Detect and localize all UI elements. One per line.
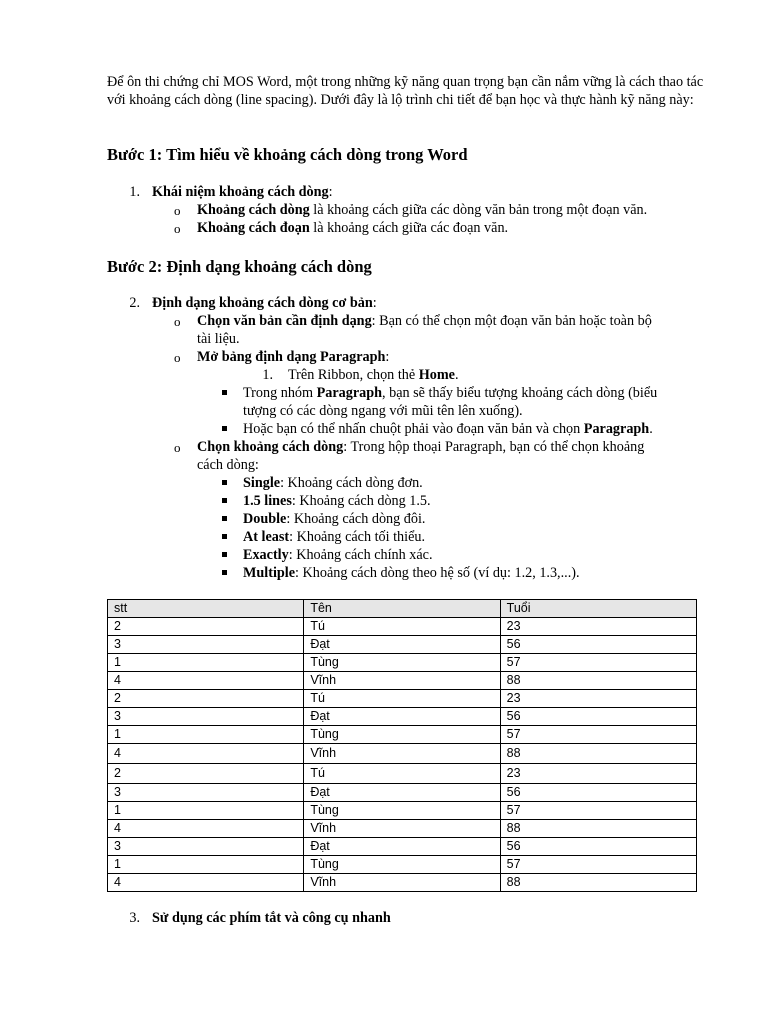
table-cell: 23 bbox=[500, 690, 696, 708]
option-double bbox=[243, 510, 425, 528]
table-cell: 3 bbox=[108, 708, 304, 726]
period: . bbox=[454, 367, 459, 383]
table-cell: 2 bbox=[108, 690, 304, 708]
step1-item-colon: : bbox=[328, 184, 333, 200]
table-cell: 4 bbox=[108, 672, 304, 690]
table-cell: Tùng bbox=[304, 654, 500, 672]
square-bullet-icon bbox=[222, 480, 227, 485]
step2-sub-select-text bbox=[197, 312, 652, 330]
step2-sub-choose-spacing bbox=[197, 438, 644, 456]
step2-sub-open-paragraph bbox=[197, 348, 389, 366]
bullet-o-icon: o bbox=[174, 350, 181, 365]
period: . bbox=[649, 421, 653, 437]
table-cell: Tú bbox=[304, 618, 500, 636]
table-cell: 1 bbox=[108, 856, 304, 874]
bullet-o-icon: o bbox=[174, 221, 181, 236]
step2-item-colon: : bbox=[372, 295, 377, 311]
data-table bbox=[107, 599, 697, 892]
table-cell: Tùng bbox=[304, 856, 500, 874]
table-cell: Tú bbox=[304, 690, 500, 708]
table-cell: Vĩnh bbox=[304, 820, 500, 838]
option-name: 1.5 lines bbox=[243, 493, 292, 509]
table-cell: 57 bbox=[500, 856, 696, 874]
paragraph-group-line bbox=[243, 384, 657, 402]
step2-item-number: 2. bbox=[129, 295, 140, 311]
step3-item-number: 3. bbox=[129, 910, 140, 926]
table-row bbox=[108, 618, 697, 636]
table-cell: 2 bbox=[108, 618, 304, 636]
table-row bbox=[108, 690, 697, 708]
table-cell: 88 bbox=[500, 672, 696, 690]
step2-item-title: Định dạng khoảng cách dòng cơ bản bbox=[152, 295, 373, 311]
table-cell: 23 bbox=[500, 764, 696, 784]
term-select-text: Chọn văn bản cần định dạng bbox=[197, 313, 372, 329]
sub-item-number: 1. bbox=[262, 367, 273, 383]
table-cell: 88 bbox=[500, 820, 696, 838]
table-row bbox=[108, 764, 697, 784]
option-name: Double bbox=[243, 511, 287, 527]
table-cell: 57 bbox=[500, 802, 696, 820]
table-cell: 23 bbox=[500, 618, 696, 636]
table-row bbox=[108, 874, 697, 892]
option-desc: : Khoảng cách chính xác. bbox=[288, 547, 433, 563]
option-multiple bbox=[243, 564, 580, 582]
option-desc: : Khoảng cách dòng 1.5. bbox=[291, 493, 431, 509]
step3-item-title: Sử dụng các phím tắt và công cụ nhanh bbox=[152, 910, 391, 926]
desc-select-text: : Bạn có thể chọn một đoạn văn bản hoặc toàn bộ bbox=[371, 313, 652, 329]
table-cell: 3 bbox=[108, 838, 304, 856]
table-cell: 88 bbox=[500, 874, 696, 892]
square-bullet-icon bbox=[222, 552, 227, 557]
square-bullet-icon bbox=[222, 534, 227, 539]
step2-sub-choose-spacing-cont: cách dòng: bbox=[197, 457, 259, 473]
paragraph-menu-name: Paragraph bbox=[583, 421, 650, 437]
text: Hoặc bạn có thể nhấn chuột phải vào đoạn văn bản và chọn bbox=[243, 421, 584, 437]
step1-heading: Bước 1: Tìm hiểu về khoảng cách dòng trong Word bbox=[107, 145, 468, 164]
table-row bbox=[108, 784, 697, 802]
table-cell: Đạt bbox=[304, 636, 500, 654]
table-header-cell: Tuổi bbox=[500, 600, 696, 618]
table-cell: 1 bbox=[108, 654, 304, 672]
step2-heading: Bước 2: Định dạng khoảng cách dòng bbox=[107, 257, 372, 276]
table-cell: 88 bbox=[500, 744, 696, 764]
step1-sub-line-spacing bbox=[197, 201, 647, 219]
table-cell: 57 bbox=[500, 726, 696, 744]
table-row bbox=[108, 636, 697, 654]
table-cell: 56 bbox=[500, 636, 696, 654]
option-1-5-lines bbox=[243, 492, 431, 510]
table-cell: Tùng bbox=[304, 726, 500, 744]
table-cell: Đạt bbox=[304, 784, 500, 802]
table-row bbox=[108, 856, 697, 874]
table-cell: 2 bbox=[108, 764, 304, 784]
option-desc: : Khoảng cách dòng theo hệ số (ví dụ: 1.2, 1.3,...). bbox=[295, 565, 580, 581]
home-tab-name: Home bbox=[418, 367, 455, 383]
table-row bbox=[108, 802, 697, 820]
table-row bbox=[108, 672, 697, 690]
def-line-spacing: là khoảng cách giữa các dòng văn bản trong một đoạn văn. bbox=[309, 202, 648, 218]
table-row bbox=[108, 820, 697, 838]
text: Trong nhóm bbox=[243, 385, 317, 401]
right-click-line bbox=[243, 420, 653, 438]
table-cell: 56 bbox=[500, 838, 696, 856]
table-cell: 3 bbox=[108, 636, 304, 654]
table-cell: Vĩnh bbox=[304, 744, 500, 764]
def-paragraph-spacing: là khoảng cách giữa các đoạn văn. bbox=[309, 220, 509, 236]
option-name: At least bbox=[243, 529, 290, 545]
option-single bbox=[243, 474, 423, 492]
square-bullet-icon bbox=[222, 426, 227, 431]
step3-item bbox=[152, 909, 391, 927]
table-cell: 1 bbox=[108, 726, 304, 744]
table-cell: 3 bbox=[108, 784, 304, 802]
square-bullet-icon bbox=[222, 390, 227, 395]
text: , bạn sẽ thấy biểu tượng khoảng cách dòng (biểu bbox=[382, 385, 658, 401]
table-cell: Tú bbox=[304, 764, 500, 784]
intro-paragraph: Để ôn thi chứng chỉ MOS Word, một trong những kỹ năng quan trọng bạn cần nắm vững là cách thao tác với khoảng cách dòng (line spacing). Dưới đây là lộ trình chi tiết để bạn học và thực hành kỹ năng này: bbox=[107, 74, 704, 108]
paragraph-group-line-cont: tượng có các dòng ngang với mũi tên lên xuống). bbox=[243, 403, 523, 419]
bullet-o-icon: o bbox=[174, 314, 181, 329]
table-row bbox=[108, 744, 697, 764]
ribbon-home-step bbox=[288, 366, 459, 384]
table-cell: 56 bbox=[500, 784, 696, 802]
option-exactly bbox=[243, 546, 433, 564]
table-cell: 57 bbox=[500, 654, 696, 672]
table-cell: Vĩnh bbox=[304, 874, 500, 892]
term-line-spacing: Khoảng cách dòng bbox=[197, 202, 310, 218]
table-row bbox=[108, 708, 697, 726]
bullet-o-icon: o bbox=[174, 440, 181, 455]
option-name: Single bbox=[243, 475, 281, 491]
table-header-cell: stt bbox=[108, 600, 304, 618]
square-bullet-icon bbox=[222, 570, 227, 575]
table-row bbox=[108, 654, 697, 672]
ribbon-text: Trên Ribbon, chọn thẻ bbox=[288, 367, 419, 383]
option-desc: : Khoảng cách dòng đơn. bbox=[280, 475, 423, 491]
option-desc: : Khoảng cách tối thiểu. bbox=[289, 529, 426, 545]
table-cell: 1 bbox=[108, 802, 304, 820]
colon: : bbox=[385, 349, 390, 365]
table-cell: 56 bbox=[500, 708, 696, 726]
step1-sub-paragraph-spacing bbox=[197, 219, 508, 237]
bullet-o-icon: o bbox=[174, 203, 181, 218]
option-name: Exactly bbox=[243, 547, 289, 563]
square-bullet-icon bbox=[222, 498, 227, 503]
table-cell: Tùng bbox=[304, 802, 500, 820]
table-row bbox=[108, 838, 697, 856]
step1-item-number: 1. bbox=[129, 184, 140, 200]
table-cell: 4 bbox=[108, 820, 304, 838]
step2-sub-select-text-cont: tài liệu. bbox=[197, 331, 240, 347]
table-header-cell: Tên bbox=[304, 600, 500, 618]
term-paragraph-spacing: Khoảng cách đoạn bbox=[197, 220, 310, 236]
option-desc: : Khoảng cách dòng đôi. bbox=[286, 511, 426, 527]
square-bullet-icon bbox=[222, 516, 227, 521]
step1-item-title: Khái niệm khoảng cách dòng bbox=[152, 184, 329, 200]
table-cell: Đạt bbox=[304, 838, 500, 856]
table-cell: 4 bbox=[108, 744, 304, 764]
table-header-row bbox=[108, 600, 697, 618]
table-row bbox=[108, 726, 697, 744]
table-cell: Đạt bbox=[304, 708, 500, 726]
paragraph-group-name: Paragraph bbox=[316, 385, 383, 401]
table-cell: Vĩnh bbox=[304, 672, 500, 690]
option-name: Multiple bbox=[243, 565, 296, 581]
table-cell: 4 bbox=[108, 874, 304, 892]
option-at-least bbox=[243, 528, 425, 546]
desc-choose-spacing: : Trong hộp thoại Paragraph, bạn có thể chọn khoảng bbox=[343, 439, 645, 455]
term-open-paragraph: Mở bảng định dạng Paragraph bbox=[197, 349, 386, 365]
term-choose-spacing: Chọn khoảng cách dòng bbox=[197, 439, 344, 455]
step2-item bbox=[152, 294, 377, 312]
step1-item bbox=[152, 183, 333, 201]
